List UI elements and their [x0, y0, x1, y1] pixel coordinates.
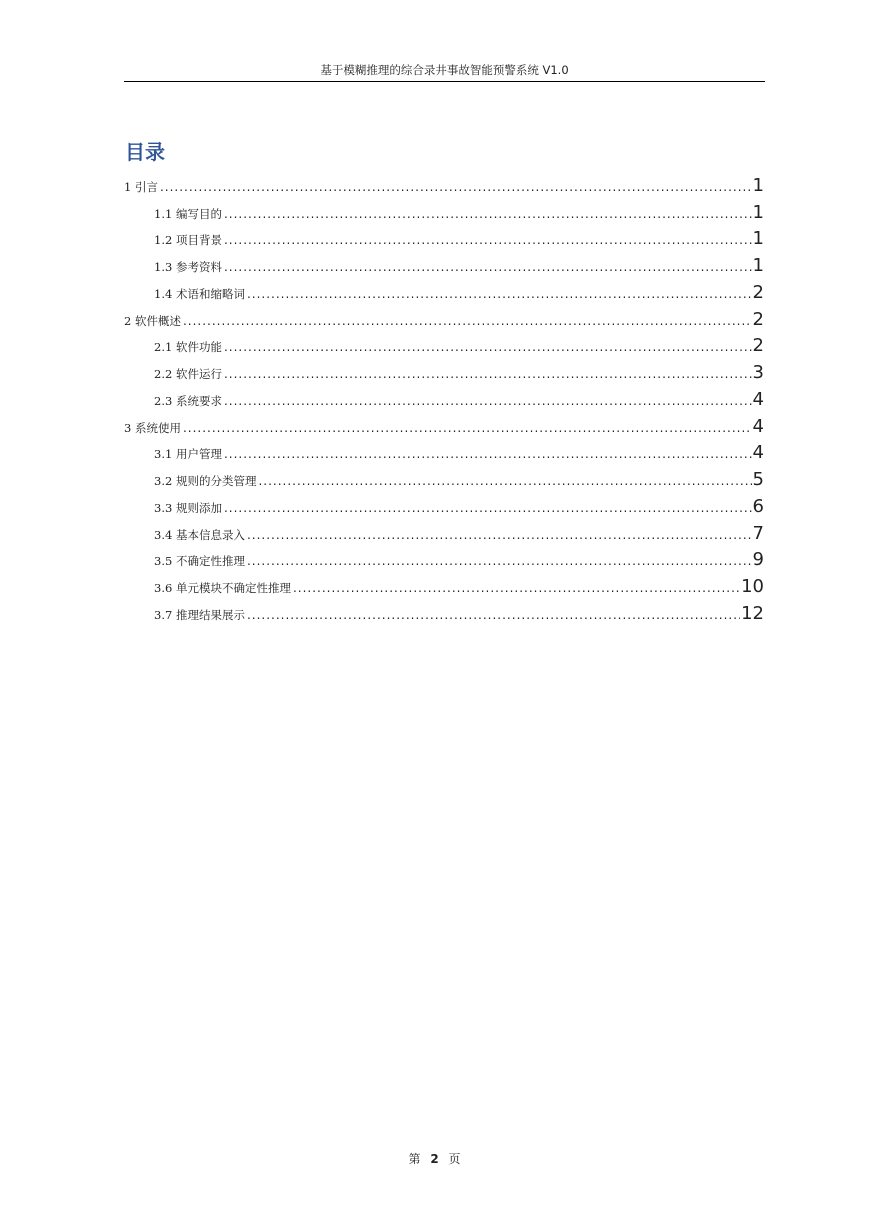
toc-entry-page-number: 3: [752, 362, 764, 383]
toc-entry-title: 2.1 软件功能: [154, 340, 222, 355]
table-of-contents: [124, 170, 764, 625]
toc-entry-title: 2 软件概述: [124, 313, 181, 328]
toc-entry[interactable]: [124, 384, 764, 411]
toc-entry-page-number: 10: [741, 576, 764, 597]
toc-entry[interactable]: [124, 250, 764, 277]
toc-entry-title: 3.6 单元模块不确定性推理: [154, 581, 291, 595]
toc-dot-leader: [160, 179, 752, 197]
toc-entry-page-number: 2: [752, 335, 764, 357]
document-title: 基于模糊推理的综合录井事故智能预警系统 V1.0: [320, 63, 569, 77]
toc-dot-leader: [224, 366, 752, 384]
toc-entry-title: 2.2 软件运行: [154, 367, 222, 381]
toc-entry[interactable]: [124, 224, 764, 251]
toc-entry-title: 3.2 规则的分类管理: [154, 474, 257, 488]
toc-entry-title: 3 系统使用: [124, 420, 181, 435]
toc-entry-page-number: 1: [752, 201, 764, 223]
toc-entry-page-number: 2: [752, 308, 764, 330]
toc-entry[interactable]: [124, 411, 764, 438]
toc-dot-leader: [183, 420, 752, 438]
page-footer: [0, 1150, 869, 1168]
toc-heading: 目录: [125, 140, 165, 164]
toc-entry-title: 2.3 系统要求: [154, 393, 222, 408]
toc-dot-leader: [224, 339, 752, 357]
toc-entry[interactable]: [124, 170, 764, 197]
toc-entry-title: 3.5 不确定性推理: [154, 554, 245, 569]
toc-entry[interactable]: [124, 518, 764, 545]
footer-suffix: 页: [448, 1152, 461, 1166]
toc-dot-leader: [247, 553, 752, 571]
footer-page-number: 2: [430, 1152, 439, 1166]
footer-prefix: 第: [408, 1152, 421, 1166]
toc-entry[interactable]: [124, 357, 764, 384]
toc-entry-title: 3.7 推理结果展示: [154, 607, 245, 622]
toc-entry-title: 3.1 用户管理: [154, 447, 222, 462]
toc-dot-leader: [247, 607, 740, 625]
page-header: [124, 62, 765, 82]
toc-dot-leader: [258, 473, 751, 491]
toc-entry-title: 1.2 项目背景: [154, 233, 222, 248]
toc-entry-title: 1.4 术语和缩略词: [154, 286, 245, 301]
toc-entry[interactable]: [124, 277, 764, 304]
toc-entry-page-number: 5: [752, 469, 764, 490]
toc-dot-leader: [293, 580, 740, 598]
toc-entry-page-number: 9: [752, 549, 764, 571]
toc-entry-page-number: 7: [752, 522, 764, 544]
toc-entry[interactable]: [124, 197, 764, 224]
toc-entry-page-number: 12: [741, 602, 764, 624]
toc-dot-leader: [224, 259, 752, 277]
toc-dot-leader: [224, 206, 752, 224]
toc-dot-leader: [247, 527, 752, 545]
toc-dot-leader: [247, 286, 752, 304]
toc-entry-title: 1.1 编写目的: [154, 206, 222, 221]
toc-entry[interactable]: [124, 598, 764, 625]
toc-entry[interactable]: [124, 304, 764, 331]
toc-entry-title: 1 引言: [124, 179, 158, 194]
toc-dot-leader: [224, 500, 752, 518]
toc-dot-leader: [183, 313, 752, 331]
toc-dot-leader: [224, 232, 752, 250]
toc-entry-page-number: 1: [752, 255, 764, 276]
toc-dot-leader: [224, 393, 752, 411]
toc-entry[interactable]: [124, 571, 764, 598]
toc-entry-page-number: 4: [752, 388, 764, 410]
toc-entry[interactable]: [124, 331, 764, 358]
toc-entry-page-number: 4: [752, 415, 764, 437]
toc-entry-page-number: 1: [752, 228, 764, 250]
toc-entry-title: 3.3 规则添加: [154, 500, 222, 515]
toc-entry[interactable]: [124, 438, 764, 465]
toc-entry-page-number: 1: [752, 174, 764, 196]
toc-entry-page-number: 2: [752, 281, 764, 303]
toc-entry[interactable]: [124, 545, 764, 572]
toc-entry-title: 3.4 基本信息录入: [154, 527, 245, 542]
toc-entry[interactable]: [124, 491, 764, 518]
toc-entry-page-number: 6: [752, 495, 764, 517]
toc-entry-title: 1.3 参考资料: [154, 260, 222, 274]
toc-dot-leader: [224, 446, 752, 464]
toc-entry-page-number: 4: [752, 442, 764, 464]
toc-entry[interactable]: [124, 464, 764, 491]
